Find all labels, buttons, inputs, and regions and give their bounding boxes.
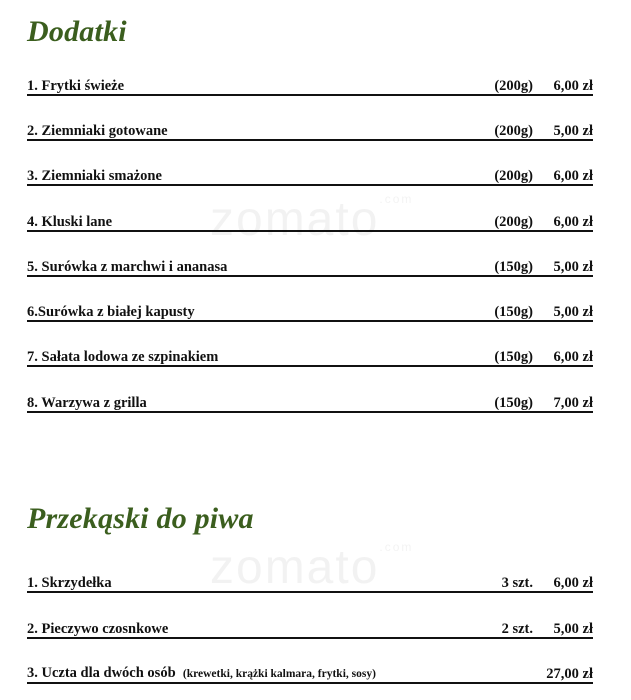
menu-item [27,619,593,639]
watermark-text: zomato [210,193,380,246]
item-price: 5,00 zł [553,304,593,320]
item-price: 5,00 zł [553,621,593,637]
watermark-suffix: .com [379,540,414,554]
item-name: 2. Ziemniaki gotowane [27,123,168,139]
item-weight: (150g) [494,304,533,320]
item-weight: (150g) [494,259,533,275]
item-weight: (200g) [494,214,533,230]
menu-item [27,393,593,413]
menu-item [27,212,593,232]
item-name: 6.Surówka z białej kapusty [27,304,195,320]
item-quantity: 3 szt. [501,575,533,591]
item-price: 6,00 zł [553,214,593,230]
watermark-text: zomato [210,541,380,594]
item-name: 3. Ziemniaki smażone [27,168,162,184]
item-name: 7. Sałata lodowa ze szpinakiem [27,349,219,365]
item-price: 6,00 zł [553,168,593,184]
section-title-przekaski: Przekąski do piwa [27,502,254,535]
item-name: 1. Frytki świeże [27,78,125,94]
menu-item [27,76,593,96]
watermark-suffix: .com [379,192,414,206]
menu-item [27,121,593,141]
item-price: 27,00 zł [546,666,593,682]
item-price: 5,00 zł [553,259,593,275]
item-price: 6,00 zł [553,575,593,591]
item-quantity: 2 szt. [501,621,533,637]
item-price: 6,00 zł [553,349,593,365]
menu-item [27,257,593,277]
item-name-text: 3. Uczta dla dwóch osób [27,665,176,681]
item-name: 4. Kluski lane [27,214,113,230]
item-name: 5. Surówka z marchwi i ananasa [27,259,228,275]
item-name [27,665,376,682]
section-title-dodatki: Dodatki [27,15,127,48]
menu-item [27,347,593,367]
item-weight: (200g) [494,168,533,184]
item-description: (krewetki, krążki kalmara, frytki, sosy) [182,668,376,680]
item-name: 8. Warzywa z grilla [27,395,147,411]
item-price: 5,00 zł [553,123,593,139]
item-weight: (200g) [494,78,533,94]
menu-item [27,166,593,186]
item-weight: (150g) [494,395,533,411]
menu-item [27,573,593,593]
item-name: 2. Pieczywo czosnkowe [27,621,169,637]
item-weight: (200g) [494,123,533,139]
menu-item [27,664,593,684]
item-name: 1. Skrzydełka [27,575,112,591]
item-price: 7,00 zł [553,395,593,411]
item-price: 6,00 zł [553,78,593,94]
item-weight: (150g) [494,349,533,365]
menu-item [27,302,593,322]
